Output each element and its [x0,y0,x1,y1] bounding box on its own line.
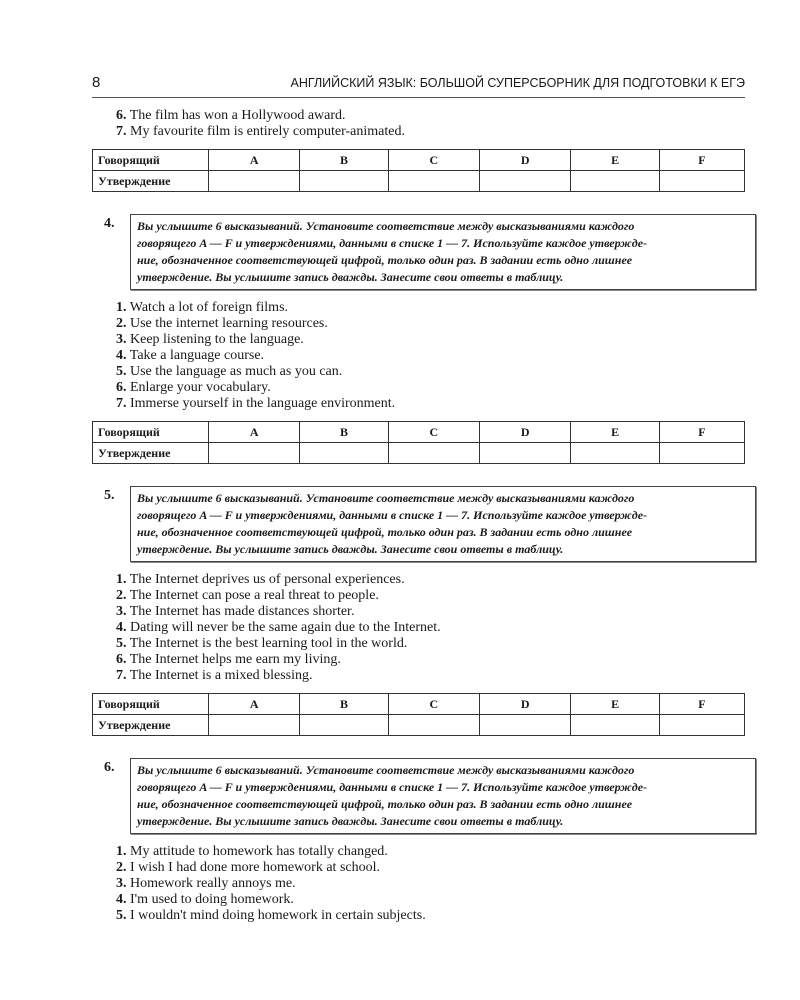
speaker-label: Говорящий [93,422,209,443]
instruction-line: говорящего A — F и утверждениями, данными в списке 1 — 7. Используйте каждое утвержде- [137,780,648,794]
answer-cell-c[interactable] [388,443,479,464]
answer-table [92,421,745,464]
statement-text: Enlarge your vocabulary. [130,380,271,395]
speaker-cell-b: B [300,422,388,443]
task-header [92,486,745,562]
page-content [92,108,745,924]
speaker-cell-a: A [209,150,300,171]
statement-row [93,443,745,464]
statement-text: Immerse yourself in the language environment. [130,396,396,411]
instruction-box [130,486,756,562]
statement-text: I'm used to doing homework. [130,892,294,907]
statement-number: 3. [116,332,127,347]
speaker-cell-c: C [388,422,479,443]
answer-cell-e[interactable] [571,171,659,192]
statement-number: 4. [116,620,127,635]
speaker-cell-c: C [388,150,479,171]
answer-cell-d[interactable] [480,443,571,464]
statement-number: 5. [116,364,127,379]
statement-text: Use the internet learning resources. [130,316,328,331]
statement-text: The Internet can pose a real threat to people. [129,588,379,603]
instruction-line: Вы услышите 6 высказываний. Установите соответствие между высказываниями каждого [137,763,635,777]
task-header [92,758,745,834]
task-number: 6. [104,760,115,775]
answer-cell-e[interactable] [571,715,659,736]
statement-item [116,876,745,892]
statement-text: The Internet helps me earn my living. [129,652,341,667]
statement-item [116,636,745,652]
answer-table [92,149,745,192]
statement-row [93,715,745,736]
statement-label: Утверждение [93,715,209,736]
statement-item [116,668,745,684]
instruction-line: утверждение. Вы услышите запись дважды. Занесите свои ответы в таблицу. [137,542,564,556]
answer-cell-f[interactable] [659,171,744,192]
statement-text: I wish I had done more homework at school. [130,860,380,875]
statement-item [116,844,745,860]
answer-cell-d[interactable] [480,171,571,192]
answer-cell-e[interactable] [571,443,659,464]
statement-list [116,572,745,684]
statement-number: 4. [116,892,127,907]
speaker-cell-a: A [209,694,300,715]
speaker-row [93,694,745,715]
statement-item [116,348,745,364]
statement-number: 3. [116,604,127,619]
instruction-line: Вы услышите 6 высказываний. Установите соответствие между высказываниями каждого [137,491,635,505]
task-header [92,214,745,290]
speaker-row [93,422,745,443]
statement-text: Take a language course. [129,348,265,363]
statement-list [116,300,745,412]
statement-item [116,364,745,380]
answer-cell-a[interactable] [209,715,300,736]
task-number: 4. [104,216,115,231]
answer-cell-a[interactable] [209,443,300,464]
statement-text: The Internet deprives us of personal experiences. [129,572,405,587]
instruction-box [130,214,756,290]
statement-number: 4. [116,348,127,363]
statement-number: 6. [116,108,127,123]
statement-item [116,396,745,412]
statement-number: 7. [116,124,127,139]
statement-number: 7. [116,668,127,683]
page-number: 8 [92,74,101,91]
instruction-line: говорящего A — F и утверждениями, данными в списке 1 — 7. Используйте каждое утвержде- [137,236,648,250]
statement-item [116,652,745,668]
statement-number: 6. [116,380,127,395]
statement-label: Утверждение [93,443,209,464]
statement-text: I wouldn't mind doing homework in certain subjects. [130,908,426,923]
answer-cell-b[interactable] [300,171,388,192]
speaker-row [93,150,745,171]
instruction-line: Вы услышите 6 высказываний. Установите соответствие между высказываниями каждого [137,219,635,233]
statement-list [116,108,745,140]
task-section-0 [92,108,745,192]
statement-item [116,124,745,140]
statement-text: The Internet is a mixed blessing. [129,668,313,683]
statement-text: Watch a lot of foreign films. [129,300,289,315]
speaker-cell-d: D [480,422,571,443]
statement-number: 5. [116,908,127,923]
answer-cell-b[interactable] [300,443,388,464]
speaker-cell-e: E [571,150,659,171]
statement-text: The film has won a Hollywood award. [129,108,346,123]
statement-number: 7. [116,396,127,411]
statement-item [116,316,745,332]
statement-item [116,572,745,588]
statement-item [116,892,745,908]
speaker-cell-f: F [659,150,744,171]
speaker-cell-e: E [571,694,659,715]
speaker-cell-d: D [480,694,571,715]
answer-cell-f[interactable] [659,715,744,736]
answer-cell-c[interactable] [388,715,479,736]
statement-item [116,860,745,876]
statement-text: Dating will never be the same again due to the Internet. [130,620,441,635]
speaker-label: Говорящий [93,694,209,715]
statement-number: 1. [116,572,127,587]
statement-item [116,108,745,124]
instruction-line: ние, обозначенное соответствующей цифрой, только один раз. В задании есть одно лишнее [137,525,633,539]
instruction-line: ние, обозначенное соответствующей цифрой, только один раз. В задании есть одно лишнее [137,797,633,811]
statement-item [116,908,745,924]
speaker-cell-c: C [388,694,479,715]
statement-text: Keep listening to the language. [130,332,304,347]
page-header [92,74,745,98]
answer-cell-f[interactable] [659,443,744,464]
statement-number: 3. [116,876,127,891]
statement-text: Use the language as much as you can. [130,364,343,379]
answer-cell-c[interactable] [388,171,479,192]
speaker-cell-b: B [300,694,388,715]
statement-item [116,604,745,620]
statement-item [116,588,745,604]
statement-text: The Internet is the best learning tool in the world. [129,636,408,651]
statement-number: 2. [116,316,127,331]
speaker-cell-f: F [659,694,744,715]
statement-number: 1. [116,844,127,859]
statement-number: 2. [116,860,127,875]
statement-row [93,171,745,192]
speaker-cell-f: F [659,422,744,443]
running-title: АНГЛИЙСКИЙ ЯЗЫК: БОЛЬШОЙ СУПЕРСБОРНИК ДЛЯ ПОДГОТОВКИ К ЕГЭ [290,76,745,90]
answer-table [92,693,745,736]
statement-item [116,332,745,348]
speaker-cell-b: B [300,150,388,171]
statement-number: 1. [116,300,127,315]
statement-text: My favourite film is entirely computer-animated. [130,124,405,139]
statement-number: 5. [116,636,127,651]
statement-text: Homework really annoys me. [130,876,296,891]
speaker-label: Говорящий [93,150,209,171]
instruction-line: утверждение. Вы услышите запись дважды. Занесите свои ответы в таблицу. [137,814,564,828]
speaker-cell-a: A [209,422,300,443]
statement-list [116,844,745,924]
task-section-1 [92,214,745,464]
task-section-2 [92,486,745,736]
speaker-cell-e: E [571,422,659,443]
speaker-cell-d: D [480,150,571,171]
instruction-line: ние, обозначенное соответствующей цифрой, только один раз. В задании есть одно лишнее [137,253,633,267]
task-section-3 [92,758,745,924]
instruction-line: говорящего A — F и утверждениями, данными в списке 1 — 7. Используйте каждое утвержде- [137,508,648,522]
instruction-box [130,758,756,834]
statement-item [116,300,745,316]
answer-cell-d[interactable] [480,715,571,736]
statement-number: 2. [116,588,127,603]
statement-number: 6. [116,652,127,667]
instruction-line: утверждение. Вы услышите запись дважды. Занесите свои ответы в таблицу. [137,270,564,284]
statement-text: My attitude to homework has totally changed. [130,844,388,859]
statement-item [116,380,745,396]
statement-text: The Internet has made distances shorter. [129,604,355,619]
task-number: 5. [104,488,115,503]
statement-item [116,620,745,636]
answer-cell-a[interactable] [209,171,300,192]
answer-cell-b[interactable] [300,715,388,736]
statement-label: Утверждение [93,171,209,192]
